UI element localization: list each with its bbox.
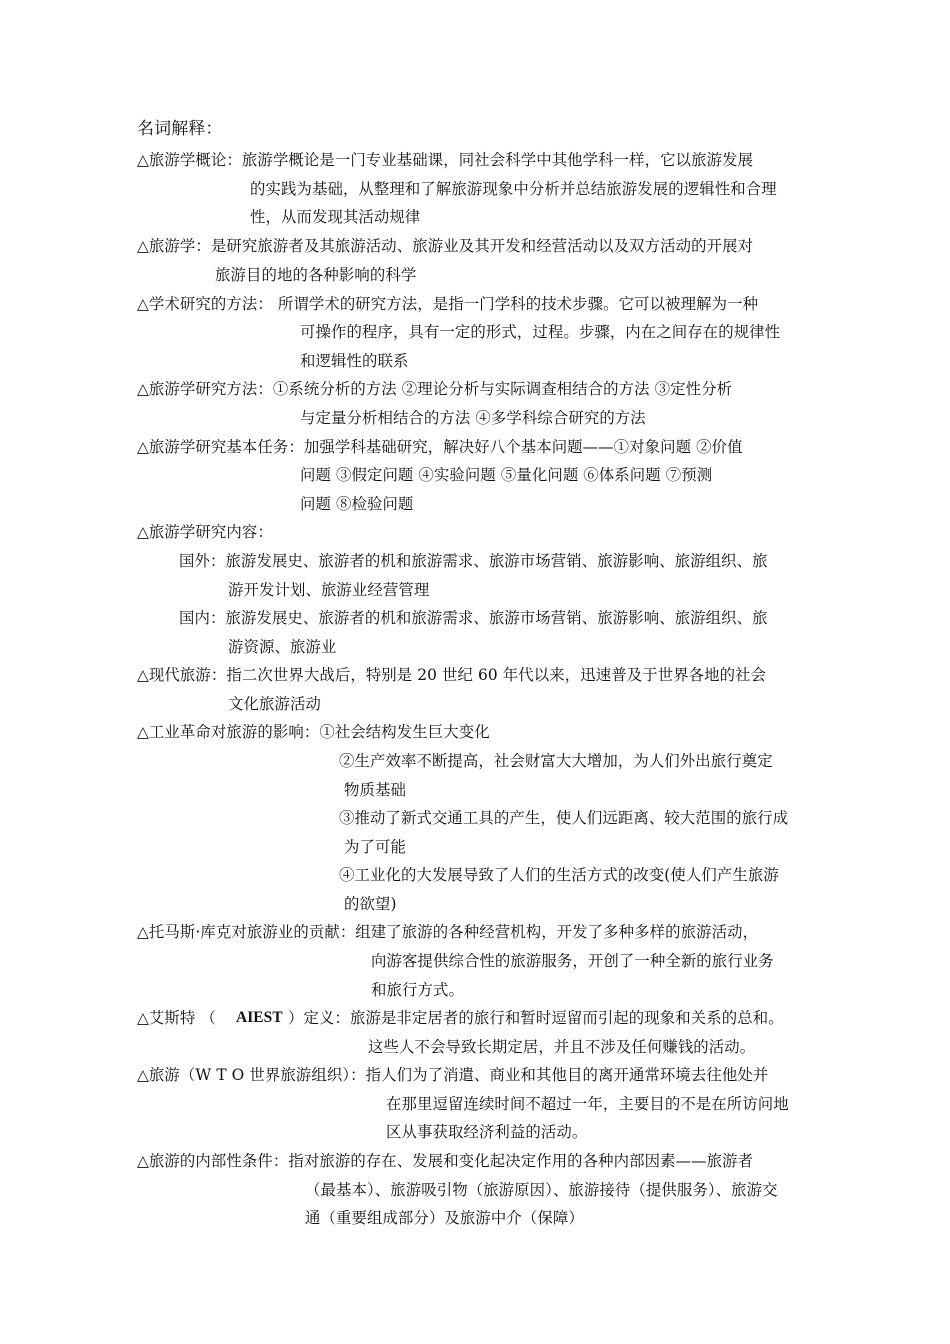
text-line: 性，从而发现其活动规律 — [250, 208, 421, 226]
text-line: 通（重要组成部分）及旅游中介（保障） — [305, 1209, 584, 1227]
text-line: 的欲望) — [344, 895, 397, 913]
text-line: △旅游学概论：旅游学概论是一门专业基础课，同社会科学中其他学科一样，它以旅游发展 — [137, 151, 754, 169]
text-line: 在那里逗留连续时间不超过一年，主要目的不是在所访问地 — [386, 1095, 789, 1113]
section-heading: 名词解释： — [137, 119, 223, 139]
text-line: 和旅行方式。 — [371, 981, 464, 999]
text-line: 为了可能 — [344, 838, 406, 856]
text-line: △托马斯·库克对旅游业的贡献：组建了旅游的各种经营机构，开发了多种多样的旅游活动， — [137, 923, 759, 941]
text-line: （最基本）、旅游吸引物（旅游原因）、旅游接待（提供服务）、旅游交 — [305, 1181, 778, 1199]
text-line: △旅游学研究内容： — [137, 523, 273, 541]
text-line: 问题 ⑧检验问题 — [300, 495, 414, 513]
text-line: ④工业化的大发展导致了人们的生活方式的改变(使人们产生旅游 — [339, 866, 779, 884]
text-line: △现代旅游：指二次世界大战后，特别是 20 世纪 60 年代以来，迅速普及于世界各地的社会 — [137, 666, 767, 684]
text-line: ）定义：旅游是非定居者的旅行和暂时逗留而引起的现象和关系的总和。 — [288, 1009, 784, 1027]
text-line: 物质基础 — [344, 781, 406, 799]
text-line: △旅游（W T O 世界旅游组织）：指人们为了消遣、商业和其他目的离开通常环境去往他处并 — [137, 1066, 769, 1084]
text-line: ③推动了新式交通工具的产生，使人们远距离、较大范围的旅行成 — [339, 809, 789, 827]
text-line: △艾斯特 （ — [137, 1009, 216, 1027]
text-line: 可操作的程序，具有一定的形式，过程。步骤，内在之间存在的规律性 — [300, 323, 781, 341]
text-line: 国外：旅游发展史、旅游者的机和旅游需求、旅游市场营销、旅游影响、旅游组织、旅 — [179, 552, 768, 570]
text-line: 这些人不会导致长期定居，并且不涉及任何赚钱的活动。 — [368, 1038, 756, 1056]
text-line: 国内：旅游发展史、旅游者的机和旅游需求、旅游市场营销、旅游影响、旅游组织、旅 — [179, 609, 768, 627]
text-line: △工业革命对旅游的影响：①社会结构发生巨大变化 — [137, 723, 490, 741]
text-line: 问题 ③假定问题 ④实验问题 ⑤量化问题 ⑥体系问题 ⑦预测 — [300, 466, 713, 484]
text-line: △旅游学研究方法：①系统分析的方法 ②理论分析与实际调查相结合的方法 ③定性分析 — [137, 380, 733, 398]
text-line: △旅游学：是研究旅游者及其旅游活动、旅游业及其开发和经营活动以及双方活动的开展对 — [137, 237, 754, 255]
text-line: ②生产效率不断提高，社会财富大大增加，为人们外出旅行奠定 — [339, 752, 773, 770]
text-line: 游资源、旅游业 — [228, 638, 337, 656]
text-line: 与定量分析相结合的方法 ④多学科综合研究的方法 — [300, 409, 646, 427]
text-line: 和逻辑性的联系 — [300, 352, 409, 370]
text-line: △学术研究的方法： 所谓学术的研究方法，是指一门学科的技术步骤。它可以被理解为一种 — [137, 295, 759, 313]
text-line: 文化旅游活动 — [228, 695, 321, 713]
text-line: △旅游学研究基本任务：加强学科基础研究，解决好八个基本问题——①对象问题 ②价值 — [137, 438, 743, 456]
text-line: 区从事获取经济利益的活动。 — [386, 1123, 588, 1141]
text-line: △旅游的内部性条件：指对旅游的存在、发展和变化起决定作用的各种内部因素——旅游者 — [137, 1152, 754, 1170]
text-line: 的实践为基础，从整理和了解旅游现象中分析并总结旅游发展的逻辑性和合理 — [250, 180, 777, 198]
text-line: 向游客提供综合性的旅游服务，开创了一种全新的旅行业务 — [371, 952, 774, 970]
acronym-aiest: AIEST — [236, 1009, 283, 1026]
text-line: 旅游目的地的各种影响的科学 — [215, 266, 417, 284]
text-line: 游开发计划、旅游业经营管理 — [228, 581, 430, 599]
